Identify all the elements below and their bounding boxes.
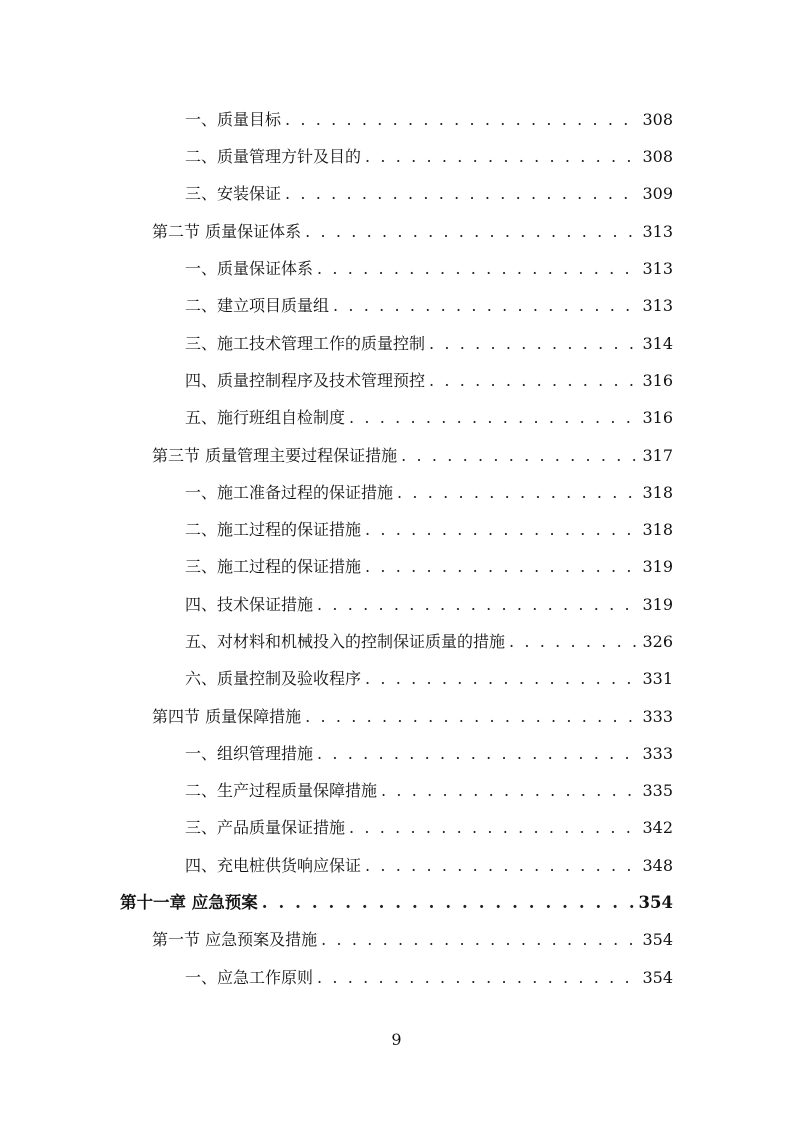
toc-entry[interactable]	[152, 925, 673, 955]
toc-leader-dots	[349, 403, 638, 433]
toc-entry-title: 六、质量控制及验收程序	[185, 669, 362, 688]
toc-entry-page: 319	[642, 595, 673, 614]
toc-entry[interactable]	[152, 702, 673, 732]
toc-leader-dots	[305, 702, 638, 732]
toc-entry-page: 354	[642, 930, 673, 949]
toc-entry-page: 316	[642, 408, 673, 427]
toc-entry-page: 354	[638, 893, 673, 912]
toc-entry[interactable]	[185, 291, 673, 321]
toc-entry-title: 三、施工技术管理工作的质量控制	[185, 334, 426, 353]
toc-entry-title: 三、产品质量保证措施	[185, 818, 346, 837]
toc-entry-title: 五、对材料和机械投入的控制保证质量的措施	[185, 632, 506, 651]
toc-leader-dots	[429, 329, 638, 359]
toc-entry-title: 一、质量目标	[185, 110, 282, 129]
toc-leader-dots	[365, 851, 638, 881]
toc-entry-page: 318	[642, 520, 673, 539]
toc-entry[interactable]	[185, 627, 673, 657]
toc-entry[interactable]	[185, 813, 673, 843]
toc-entry[interactable]	[185, 179, 673, 209]
toc-leader-dots	[305, 217, 638, 247]
toc-entry[interactable]	[185, 552, 673, 582]
toc-leader-dots	[285, 179, 638, 209]
toc-leader-dots	[509, 627, 638, 657]
toc-entry-title: 一、施工准备过程的保证措施	[185, 483, 394, 502]
toc-entry[interactable]	[185, 254, 673, 284]
toc-leader-dots	[381, 776, 638, 806]
toc-entry[interactable]	[185, 963, 673, 993]
toc-entry[interactable]	[152, 217, 673, 247]
toc-leader-dots	[317, 963, 638, 993]
toc-entry-page: 319	[642, 557, 673, 576]
toc-entry-title: 三、安装保证	[185, 184, 282, 203]
toc-leader-dots	[321, 925, 638, 955]
toc-entry-page: 308	[642, 110, 673, 129]
toc-entry-page: 316	[642, 371, 673, 390]
toc-leader-dots	[317, 739, 638, 769]
toc-entry-page: 331	[642, 669, 673, 688]
toc-leader-dots	[333, 291, 638, 321]
toc-entry-title: 五、施行班组自检制度	[185, 408, 346, 427]
toc-entry-title: 一、应急工作原则	[185, 968, 314, 987]
toc-entry-title: 第一节 应急预案及措施	[152, 930, 318, 949]
toc-leader-dots	[262, 888, 635, 918]
toc-leader-dots	[317, 590, 638, 620]
toc-leader-dots	[317, 254, 638, 284]
toc-leader-dots	[397, 478, 638, 508]
toc-entry[interactable]	[185, 515, 673, 545]
toc-entry-page: 309	[642, 184, 673, 203]
page-number: 9	[391, 1030, 402, 1049]
toc-entry-page: 326	[642, 632, 673, 651]
toc-entry-title: 四、质量控制程序及技术管理预控	[185, 371, 426, 390]
toc-entry-title: 第二节 质量保证体系	[152, 222, 302, 241]
toc-entry[interactable]	[185, 366, 673, 396]
toc-entry-title: 二、施工过程的保证措施	[185, 520, 362, 539]
toc-entry[interactable]	[185, 739, 673, 769]
toc-leader-dots	[365, 515, 638, 545]
toc-entry-page: 318	[642, 483, 673, 502]
toc-entry-title: 二、生产过程质量保障措施	[185, 781, 378, 800]
toc-entry[interactable]	[185, 851, 673, 881]
toc-entry-page: 342	[642, 818, 673, 837]
toc-entry-page: 348	[642, 856, 673, 875]
toc-entry-title: 第十一章 应急预案	[120, 893, 258, 912]
toc-entry-title: 四、技术保证措施	[185, 595, 314, 614]
toc-entry[interactable]	[185, 329, 673, 359]
toc-leader-dots	[365, 142, 638, 172]
toc-entry-title: 一、质量保证体系	[185, 259, 314, 278]
toc-entry-page: 313	[642, 259, 673, 278]
toc-leader-dots	[365, 664, 638, 694]
toc-entry[interactable]	[185, 776, 673, 806]
toc-entry-page: 313	[642, 296, 673, 315]
toc-entry-page: 317	[642, 446, 673, 465]
toc-entry[interactable]	[185, 590, 673, 620]
toc-entry[interactable]	[152, 441, 673, 471]
toc-entry-title: 四、充电桩供货响应保证	[185, 856, 362, 875]
toc-leader-dots	[365, 552, 638, 582]
toc-entry[interactable]	[185, 403, 673, 433]
toc-leader-dots	[285, 105, 638, 135]
toc-entry-title: 第三节 质量管理主要过程保证措施	[152, 446, 398, 465]
toc-entry-title: 二、建立项目质量组	[185, 296, 330, 315]
toc-entry-page: 354	[642, 968, 673, 987]
toc-entry-page: 308	[642, 147, 673, 166]
toc-entry-title: 三、施工过程的保证措施	[185, 557, 362, 576]
toc-chapter-entry[interactable]	[120, 888, 673, 918]
toc-entry[interactable]	[185, 478, 673, 508]
toc-entry-title: 第四节 质量保障措施	[152, 707, 302, 726]
toc-leader-dots	[401, 441, 638, 471]
toc-leader-dots	[429, 366, 638, 396]
toc-entry[interactable]	[185, 105, 673, 135]
toc-entry[interactable]	[185, 664, 673, 694]
toc-entry-title: 一、组织管理措施	[185, 744, 314, 763]
toc-leader-dots	[349, 813, 638, 843]
toc-entry-page: 333	[642, 744, 673, 763]
toc-entry-page: 313	[642, 222, 673, 241]
toc-entry-page: 333	[642, 707, 673, 726]
toc-entry[interactable]	[185, 142, 673, 172]
toc-entry-page: 335	[642, 781, 673, 800]
toc-entry-page: 314	[642, 334, 673, 353]
toc-entry-title: 二、质量管理方针及目的	[185, 147, 362, 166]
